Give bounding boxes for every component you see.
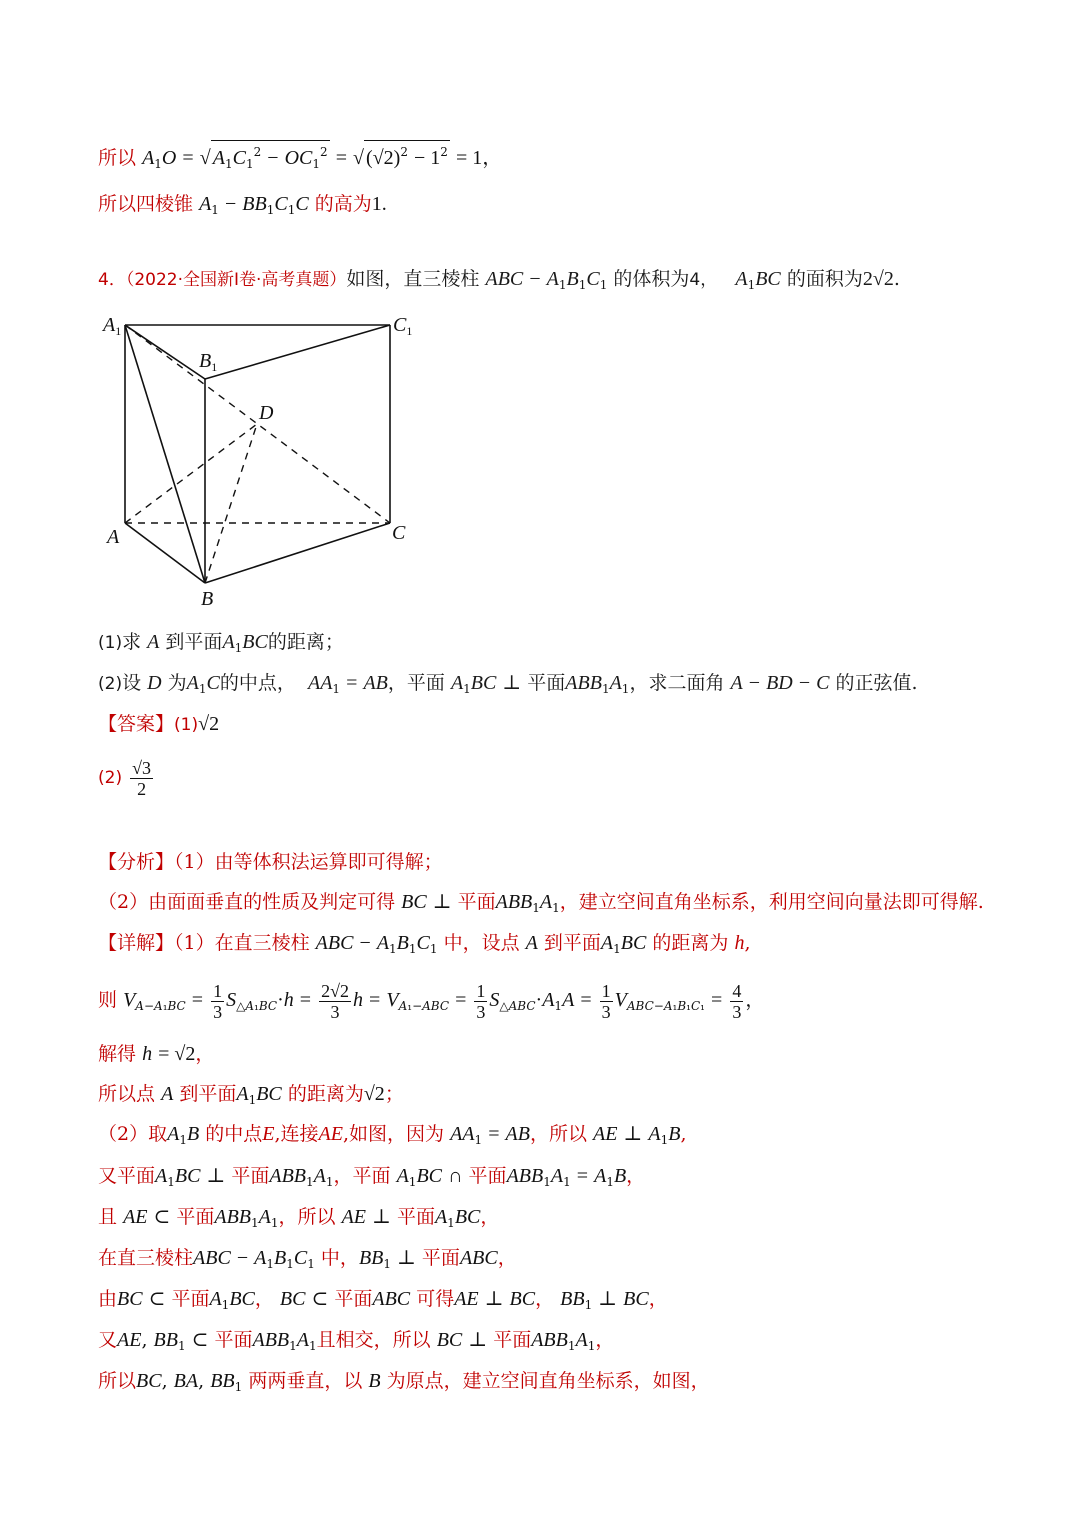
label-b: B [201, 588, 214, 610]
detail-11: 所以BC, BA, $BB_1$ 两两垂直，以 B 为原点，建立空间直角坐标系，如图， [98, 1370, 710, 1394]
answer-2: (2) $\frac{√3}{2}$ [98, 757, 152, 799]
label-c1: $C_1$ [393, 314, 413, 338]
detail-4: 所以点 A 到平面$A_1BC$ 的距离为√2； [98, 1083, 404, 1107]
solution-line-height: 所以四棱锥 $A_1 - BB_1C_1C$ 的高为1. [98, 193, 387, 217]
detail-10: 又AE, $BB_1$ ⊂ 平面$ABB_1A_1$且相交，所以 BC ⊥ 平面$ABB_1A_1$， [98, 1329, 615, 1353]
detail-8: 在直三棱柱ABC − $A_1B_1C_1$ 中，$BB_1$ ⊥ 平面ABC， [98, 1247, 517, 1271]
prism-figure [95, 305, 425, 615]
analysis-2: （2）由面面垂直的性质及判定可得 BC ⊥ 平面$ABB_1A_1$，建立空间直角坐标系，利用空间向量法即可得解. [98, 891, 984, 915]
face-a1bc: $A_1BC$ [735, 268, 781, 292]
detail-7: 且 AE ⊂ 平面$ABB_1A_1$，所以 AE ⊥ 平面$A_1BC$， [98, 1206, 500, 1230]
detail-3: 解得 h = √2， [98, 1043, 215, 1065]
label-d: D [259, 402, 274, 424]
label-b1: $B_1$ [199, 350, 218, 374]
solution-line-a1o: 所以 $A_1O$ = √ $A_1C_1^2 - OC_1^2$ = √ $(√2)^2 - 1^2 = 1$， [98, 140, 502, 178]
detail-5: （2）取$A_1B$ 的中点E,连接AE,如图，因为 $AA_1$ = AB，所以 AE ⊥ $A_1B$, [98, 1123, 687, 1147]
detail-6: 又平面$A_1BC$ ⊥ 平面$ABB_1A_1$，平面 $A_1BC$ ∩ 平面$ABB_1A_1 = A_1B$， [98, 1165, 646, 1189]
label-a1: $A_1$ [103, 314, 122, 338]
detail-2: 则 $V_{A-A_1BC}$ = $\frac{1}{3}$ $S_{\triangle A_1BC}\cdot h$ = $\frac{2√2}{3}$ $h = V_{A_1-ABC}$ = $\frac{1}{3}$ $S_{\triangle ABC}\cdot A_1A$ = $\frac{1}{3}$ $V_{ABC-A_1B_1C_1}$ = $\frac{4}{3}$ ， [98, 980, 765, 1022]
label-c: C [392, 522, 406, 544]
question-2: (2)设 D 为$A_1C$的中点， $AA_1$ = AB，平面 $A_1BC$ ⊥ 平面$ABB_1A_1$，求二面角 A − BD − C 的正弦值. [98, 672, 918, 696]
problem-stem: 4．（2022·全国新Ⅰ卷·高考真题）如图，直三棱柱 ABC − $A_1B_1C_1$ 的体积为4， $A_1BC$ 的面积为2√2. [98, 268, 900, 292]
question-1: (1)求 A 到平面$A_1BC$的距离； [98, 631, 344, 655]
analysis-1: 【分析】（1）由等体积法运算即可得解； [98, 851, 443, 873]
label-a: A [107, 526, 120, 548]
detail-1: 【详解】（1）在直三棱柱 ABC − $A_1B_1C_1$ 中，设点 A 到平面$A_1BC$ 的距离为 h, [98, 932, 751, 956]
detail-9: 由BC ⊂ 平面$A_1BC$， BC ⊂ 平面ABC 可得AE ⊥ BC， $BB_1$ ⊥ BC， [98, 1288, 668, 1312]
answer-1: 【答案】(1)√2 [98, 713, 220, 735]
